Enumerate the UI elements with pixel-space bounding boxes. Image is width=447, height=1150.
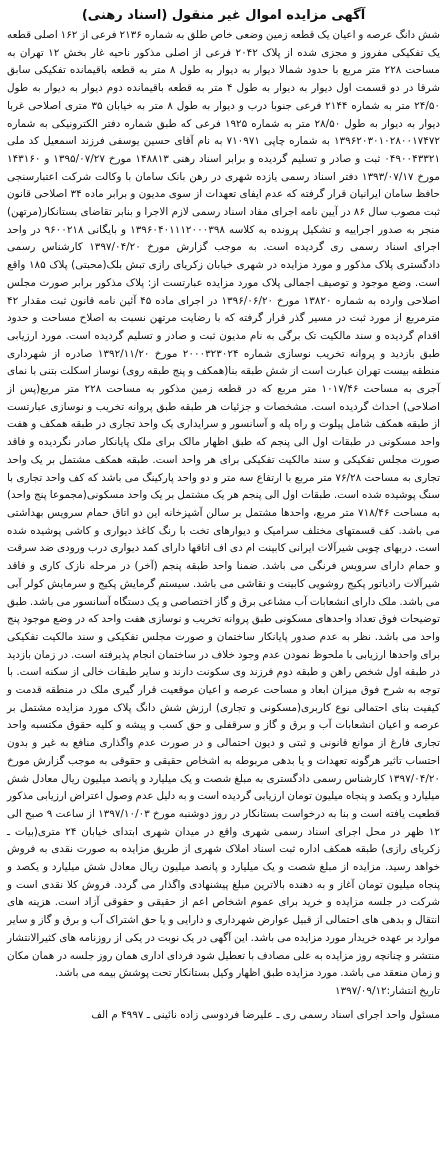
notice-body: [7, 27, 440, 1001]
notice-body-text: شش دانگ عرصه و اعیان یک قطعه زمین وضعی خاص طلق به شماره ۲۱۳۶ فرعی از ۱۶۲ اصلی قطعه یک تفکیکی مفروز و مجزی شده از پلاک ۲۰۴۲ فرعی از اصلی مذکور ناحیه غار بخش ۱۲ تهران به مساحت ۲۲۸ متر مربع با حدود شمالا دیوار به دیوار به طول ۸ متر به قطعه باقیمانده تفکیکی سابق شرقا در دو قسمت اول دیوار به دیوار به طول ۴ متر به قطعه باقیمانده دوم دیوار به دیوار به طول ۲۴/۵۰ متر به شماره ۲۱۴۴ فرعی جنوبا درب و دیوار به طول ۸ متر به خیابان ۳۵ متری اصلاحی غربا دیوار به دیوار به طول ۲۸/۵۰ متر به شماره ۱۹۲۵ فرعی که طبق شماره دفتر الکترونیکی به شماره ۱۳۹۶۲۰۳۰۱۰۲۸۰۰۱۷۴۷۲ به شماره چاپی ۷۱۰۹۷۱ به نام آقای حسین یوسفی فرزند اسمعیل کد ملی ۰۴۹۰۰۴۳۳۲۱ ثبت و صادر و تسلیم گردیده و برابر اسناد رهنی ۱۴۸۸۱۳ مورخ ۱۳۹۵/۰۷/۲۷ و ۱۴۳۱۶۰ مورخ ۱۳۹۳/۰۷/۱۷ دفتر اسناد رسمی یازده شهری در رهن بانک سامان با وکالت شرکت اعتبارسنجی حافظ سامان ایرانیان قرار گرفته که عدم ایفای تعهدات از سوی مدیون و برابر ماده ۳۴ اصلاحی قانون ثبت مصوب سال ۸۶ در آیین نامه اجرای مفاد اسناد رسمی لازم الاجرا و بنابر تقاضای بستانکار(مرتهن) منجر به صدور اجراییه و تشکیل پرونده به کلاسه ۱۳۹۶۰۴۰۱۱۱۲۰۰۰۳۹۸ و بایگانی ۹۶۰۰۲۱۸ در واحد اجرای اسناد رسمی ری گردیده است. به موجب گزارش مورخ ۱۳۹۷/۰۴/۲۰ کارشناس رسمی دادگستری پلاک مذکور و مورد مزایده در شهری خیابان زکریای رازی تبش بلک(محبتی) پلاک ۱۸۵ واقع است. وضع موجود و توصیف اجمالی پلاک مورد مزایده عبارتست از: پلاک مذکور برابر صورت مجلس اصلاحی وارده به شماره ۱۳۸۲۰ مورخ ۱۳۹۶/۰۶/۲۰ در اجرای ماده ۴۵ آئین نامه قانون ثبت مقدار ۴۲ مترمربع از مورد ثبت در مسیر گذر قرار گرفته که با رضایت مرتهن نسبت به اصلاح مساحت و حدود اقدام گردیده و سند مالکیت تک برگی به نام مدیون ثبت و صادر و تسلیم گردیده است. مورد ارزیابی طبق بازدید و پروانه تخریب نوسازی شماره ۲۰۰۰۳۲۳۰۲۴ مورخ ۱۳۹۲/۱۱/۲۰ صادره از شهرداری منطقه بیست تهران عبارت است از شش طبقه بنا(همکف و پنج طبقه روی) نوساز اسکلت بتنی با نمای آجری به مساحت ۱۰۱۷/۴۶ متر مربع که در قطعه زمین مذکور به مساحت ۲۲۸ متر مربع(پس از اصلاحی) احداث گردیده است. مشخصات و جزئیات هر طبقه طبق پروانه تخریب و نوسازی عبارتست از طبقه همکف شامل پیلوت و راه پله و آسانسور و سرایداری یک واحد تجاری در طبقه همکف و هفت واحد مسکونی در طبقات اول الی پنجم که طبق اظهار مالک برای ملک پایانکار صادر نگردیده و فاقد صورت مجلس تفکیکی و سند مالکیت تفکیکی برای هر واحد است. طبقه همکف مشتمل بر یک واحد تجاری به مساحت ۷۶/۲۸ متر مربع با ارتفاع سه متر و دو واحد پارکینگ می باشد که کف واحد تجاری با سنگ پوشیده شده است. طبقات اول الی پنجم هر یک مشتمل بر یک واحد مسکونی(مجموعا پنج واحد) به مساحت ۷۱۸/۴۶ متر مربع، واحدها مشتمل بر سالن آشپزخانه این دو اتاق حمام سرویس بهداشتی می باشد. کف قسمتهای مختلف سرامیک و دیوارهای تخت با رنگ کاغذ دیواری و کاشی پوشیده شده است. دربهای چوبی شیرآلات ایرانی کابینت ام دی اف اتاقها دارای کمد دیواری درب ورودی ضد سرقت و حمام دارای سرویس فرنگی می باشد. ضمنا واحد طبقه پنجم (آخر) در مرحله نازک کاری و فاقد شیرآلات رادیاتور پکیج روشویی کابینت و نقاشی می باشد. سیستم گرمایش پکیج و سرمایش کولر آبی می باشد. ملک دارای انشعابات آب مشاعی برق و گاز اختصاصی و یک دستگاه آسانسور می باشد. طبق توضیحات فوق تعداد واحدهای مسکونی طبق پروانه تخریب و نوسازی هفت واحد که در وضع موجود پنج واحد می باشد. نظر به عدم صدور پایانکار ساختمان و صورت مجلس تفکیکی و سند مالکیت تفکیکی برای واحدها ارزیابی با ملحوظ نمودن عدم وجود خلاف در ساختمان انجام پذیرفته است. در زمان بازدید در طبقه اول شخص راهن و طبقه دوم فرزند وی سکونت دارند و سایر طبقات خالی از سکنه است. با توجه به شرح فوق میزان ابعاد و مساحت عرصه و اعیان موقعیت قرار گیری ملک در منطقه قدمت و کیفیت بنای احتمالی نوع کاربری(مسکونی و تجاری) ارزش شش دانگ پلاک مورد مزایده مشتمل بر عرصه و اعیان انشعابات آب و برق و گاز و سرقفلی و حق کسب و پیشه و کلیه حقوق مکتسبه واحد تجاری فارغ از موانع قانونی و ثبتی و دیون احتمالی و در صورت عدم واگذاری منافع به غیر و بدون احتساب تاثیر هرگونه تعهدات و یا بدهی مربوطه به اشخاص حقیقی و حقوقی به موجب گزارش مورخ ۱۳۹۷/۰۴/۲۰ کارشناس رسمی دادگستری به مبلغ شصت و یک میلیارد و پانصد میلیون ریال معادل شش میلیارد و یکصد و پنجاه میلیون تومان ارزیابی گردیده است و به دلیل عدم وصول اعتراض ارزیابی مذکور قطعیت یافته است و بنا به درخواست بستانکار در روز دوشنبه مورخ ۱۳۹۷/۱۰/۰۳ از ساعت ۹ صبح الی ۱۲ ظهر در محل اجرای اسناد رسمی شهری واقع در میدان شهری ابتدای خیابان ۲۴ متری(بیات ـ زکریای رازی) طبقه همکف اداره ثبت اسناد املاک شهری از طریق مزایده به صورت نقدی به فروش خواهد رسید. مزایده از مبلغ شصت و یک میلیارد و پانصد میلیون ریال معادل شش میلیارد و یکصد و پنجاه میلیون تومان آغاز و به دهنده بالاترین مبلغ پیشنهادی واگذار می گردد. فروش کلا نقدی است و شرکت در جلسه مزایده و خرید برای عموم اشخاص اعم از حقیقی و حقوقی آزاد است. هزینه های انتقال و بدهی های احتمالی از قبیل عوارض شهرداری و دارایی و یا حق اشتراک آب و برق و گاز و سایر موارد بر عهده خریدار مورد مزایده می باشد. این آگهی در یک نوبت در یکی از روزنامه های کثیرالانتشار منتشر و چنانچه روز مزایده به علی مصادف با تعطیل شود فردای اداری همان روز جلسه در همان مکان و زمان منعقد می باشد. مورد مزایده طبق اظهار وکیل بستانکار تحت پوشش بیمه می باشد.: [7, 29, 441, 980]
notice-title: آگهی مزایده اموال غیر منقول (اسناد رهنی): [81, 8, 366, 23]
notice-signature: مسئول واحد اجرای اسناد رسمی ری ـ علیرضا فردوسی زاده نائینی ـ ۴۹۹۷ م الف: [91, 1008, 440, 1021]
auction-notice: [3, 3, 444, 1147]
publication-date: تاریخ انتشار:۱۳۹۷/۰۹/۱۲: [334, 984, 440, 997]
